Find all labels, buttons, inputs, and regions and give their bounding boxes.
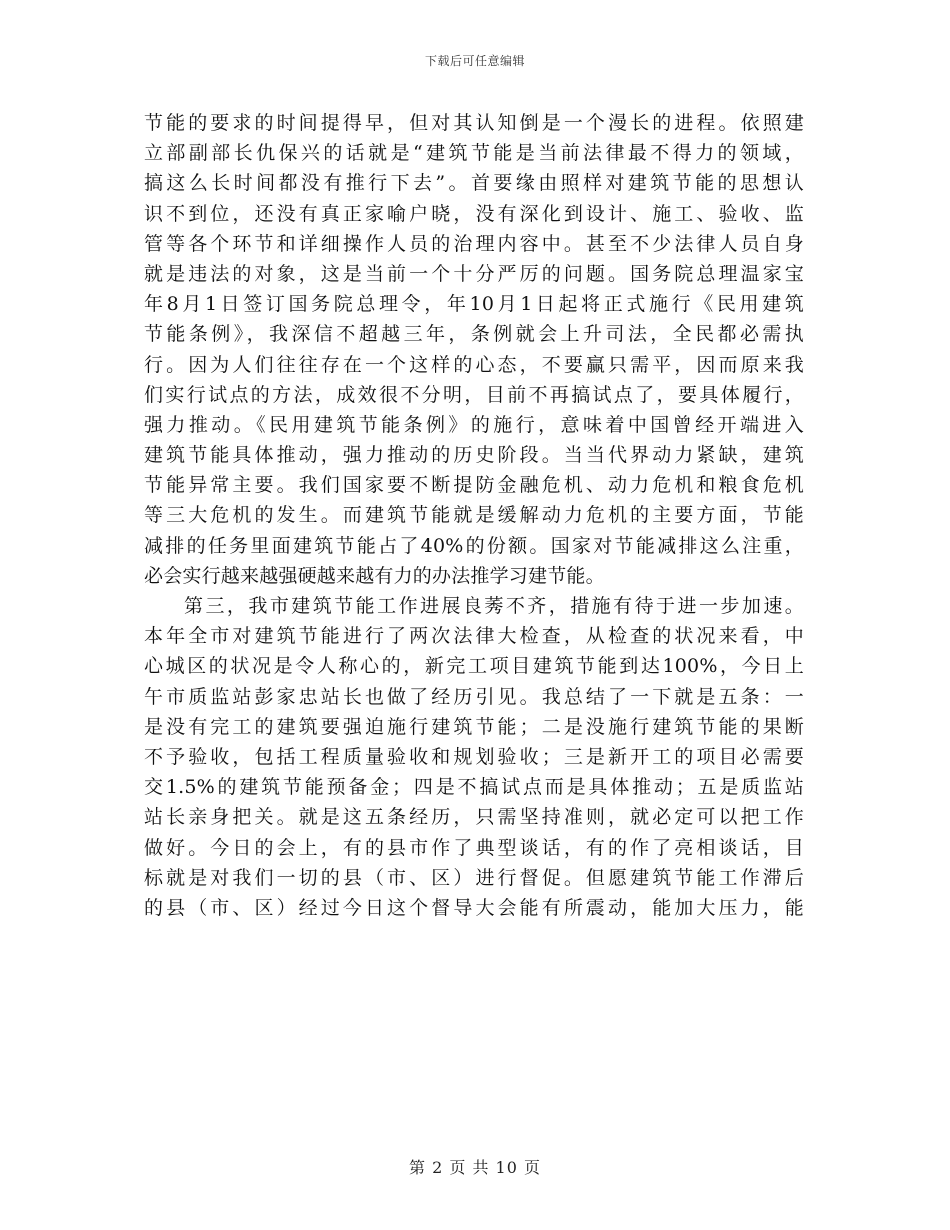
text-line: 必会实行越来越强硬越来越有力的办法推学习建节能。 (144, 564, 605, 587)
text-line: 们实行试点的方法，成效很不分明，目前不再搞试点了，要具体履行， (144, 383, 804, 406)
paragraph (144, 108, 804, 591)
text-line: 的县（市、区）经过今日这个督导大会能有所震动，能加大压力，能 (144, 896, 804, 919)
text-line: 减排的任务里面建筑节能占了40%的份额。国家对节能减排这么注重， (144, 534, 804, 557)
page-header: 下载后可任意编辑 (424, 54, 525, 68)
text-line: 强力推动。《民用建筑节能条例》的施行，意味着中国曾经开端进入 (144, 413, 804, 436)
text-line: 站长亲身把关。就是这五条经历，只需坚持准则，就必定可以把工作 (144, 806, 804, 829)
text-line: 心城区的状况是令人称心的，新完工项目建筑节能到达100%，今日上 (144, 655, 804, 678)
text-line: 年8月1日签订国务院总理令，年10月1日起将正式施行《民用建筑 (144, 293, 804, 316)
text-line: 识不到位，还没有真正家喻户晓，没有深化到设计、施工、验收、监 (144, 202, 804, 225)
text-line: 搞这么长时间都没有推行下去”。首要缘由照样对建筑节能的思想认 (144, 172, 804, 195)
text-line: 是没有完工的建筑要强迫施行建筑节能；二是没施行建筑节能的果断 (144, 715, 804, 738)
text-line: 交1.5%的建筑节能预备金；四是不搞试点而是具体推动；五是质监站 (144, 776, 804, 799)
text-line: 管等各个环节和详细操作人员的治理内容中。甚至不少法律人员自身 (144, 232, 804, 255)
page-footer: 第 2 页 共 10 页 (409, 1158, 541, 1177)
text-line: 等三大危机的发生。而建筑节能就是缓解动力危机的主要方面，节能 (144, 504, 804, 527)
text-line: 节能异常主要。我们国家要不断提防金融危机、动力危机和粮食危机 (144, 474, 804, 497)
text-line: 本年全市对建筑节能进行了两次法律大检查，从检查的状况来看，中 (144, 625, 804, 648)
text-line: 第三，我市建筑节能工作进展良莠不齐，措施有待于进一步加速。 (184, 595, 804, 617)
text-line: 标就是对我们一切的县（市、区）进行督促。但愿建筑节能工作滞后 (144, 866, 804, 889)
body-text (144, 108, 804, 923)
text-line: 就是违法的对象，这是当前一个十分严厉的问题。国务院总理温家宝 (144, 262, 804, 285)
text-line: 节能条例》，我深信不超越三年，条例就会上升司法，全民都必需执 (144, 323, 804, 346)
text-line: 建筑节能具体推动，强力推动的历史阶段。当当代界动力紧缺，建筑 (144, 444, 804, 467)
text-line: 午市质监站彭家忠站长也做了经历引见。我总结了一下就是五条：一 (144, 685, 804, 708)
text-line: 立部副部长仇保兴的话就是“建筑节能是当前法律最不得力的领域， (144, 142, 804, 165)
paragraph (144, 591, 804, 923)
text-line: 行。因为人们往往存在一个这样的心态，不要赢只需平，因而原来我 (144, 353, 804, 376)
text-line: 做好。今日的会上，有的县市作了典型谈话，有的作了亮相谈话，目 (144, 836, 804, 859)
text-line: 不予验收，包括工程质量验收和规划验收；三是新开工的项目必需要 (144, 745, 804, 768)
text-line: 节能的要求的时间提得早，但对其认知倒是一个漫长的进程。依照建 (144, 112, 804, 134)
